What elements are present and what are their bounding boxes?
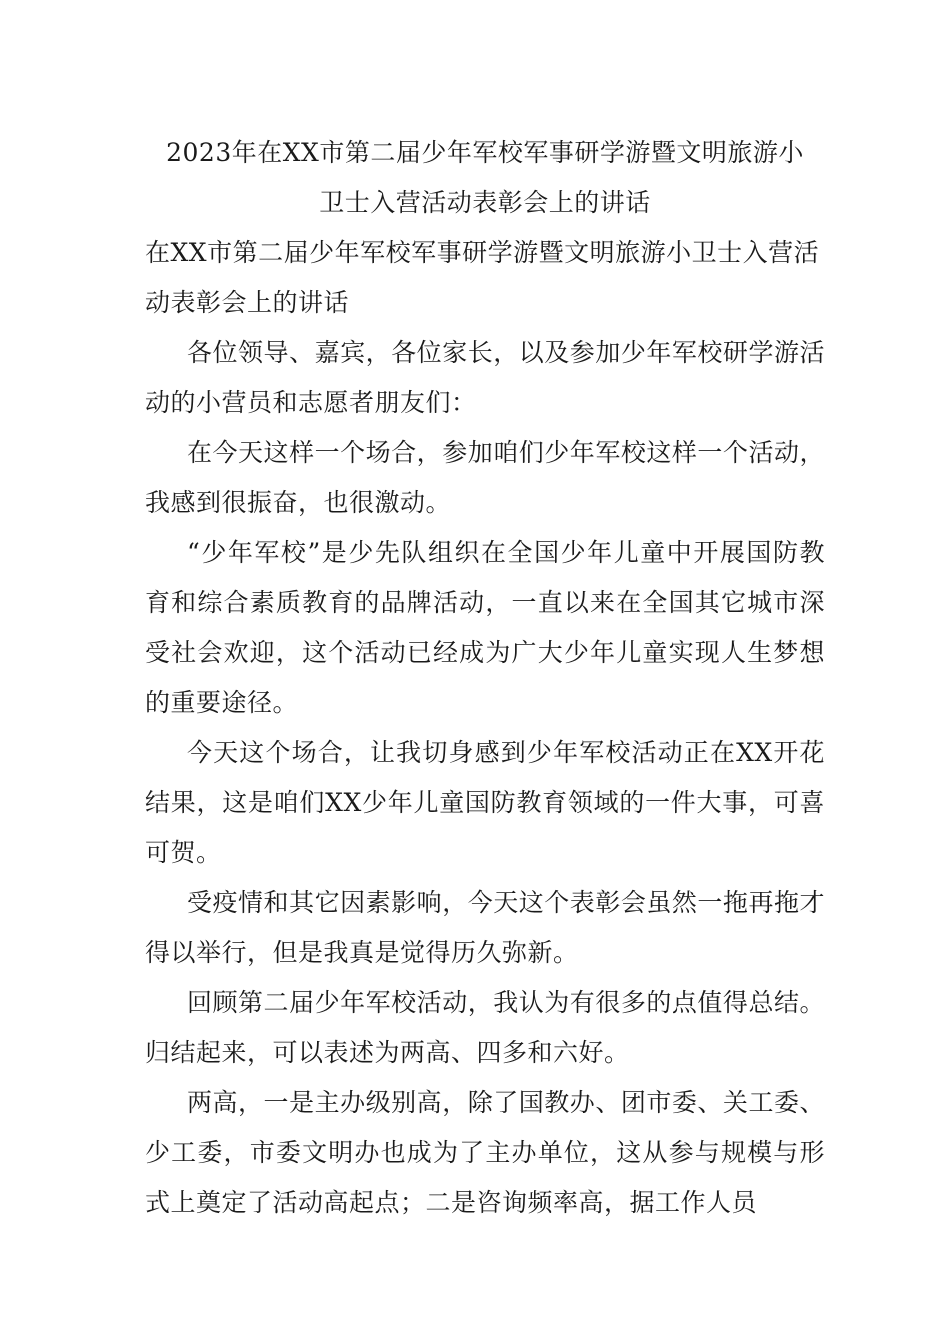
document-page <box>145 128 825 1228</box>
paragraph: 回顾第二届少年军校活动，我认为有很多的点值得总结。归结起来，可以表述为两高、四多和六好。 <box>145 988 825 1067</box>
title-line-2: 卫士入营活动表彰会上的讲话 <box>319 188 651 217</box>
paragraph: 受疫情和其它因素影响，今天这个表彰会虽然一拖再拖才得以举行，但是我真是觉得历久弥新。 <box>145 888 825 967</box>
document-title <box>145 128 825 228</box>
title-line-1: 2023年在XX市第二届少年军校军事研学游暨文明旅游小 <box>166 138 804 167</box>
paragraph: “少年军校”是少先队组织在全国少年儿童中开展国防教育和综合素质教育的品牌活动，一直以来在全国其它城市深受社会欢迎，这个活动已经成为广大少年儿童实现人生梦想的重要途径。 <box>145 538 825 717</box>
paragraph: 在今天这样一个场合，参加咱们少年军校这样一个活动，我感到很振奋，也很激动。 <box>145 438 825 517</box>
paragraph: 两高，一是主办级别高，除了国教办、团市委、关工委、少工委，市委文明办也成为了主办单位，这从参与规模与形式上奠定了活动高起点；二是咨询频率高，据工作人员 <box>145 1088 825 1217</box>
paragraph: 今天这个场合，让我切身感到少年军校活动正在XX开花结果，这是咱们XX少年儿童国防教育领域的一件大事，可喜可贺。 <box>145 738 825 867</box>
document-subtitle: 在XX市第二届少年军校军事研学游暨文明旅游小卫士入营活动表彰会上的讲话 <box>145 238 820 317</box>
paragraph-greeting: 各位领导、嘉宾，各位家长，以及参加少年军校研学游活动的小营员和志愿者朋友们： <box>145 338 825 417</box>
